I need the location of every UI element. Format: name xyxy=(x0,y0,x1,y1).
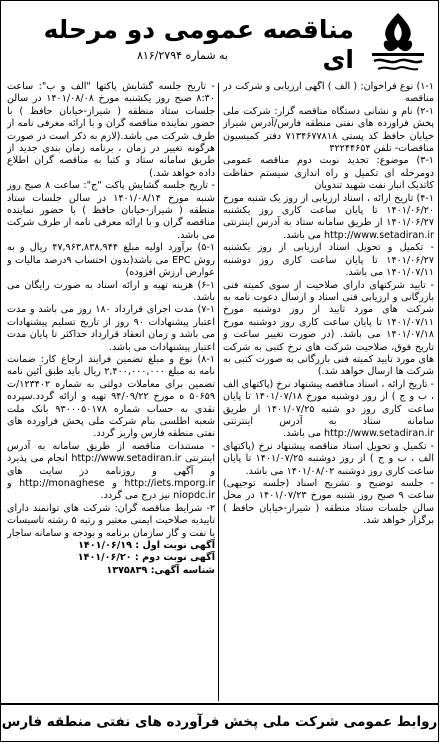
publication-dates xyxy=(7,540,215,577)
paragraph: - تاریخ جلسه گشایش پاکت "ج": ساعت ۸ صبح روز شنبه مورخ ۱۴۰۱/۰۸/۱۴ در سالن جلسات ستاد منطقه ( شیراز-خیابان حافظ ) با حضور نماینده مناقصه گران و با ارائه معرفی نامه از طرف شرکت می باشد. xyxy=(7,180,215,241)
footer: روابط عمومی شرکت ملی پخش فرآورده های نفتی منطقه فارس xyxy=(1,703,438,741)
body-columns xyxy=(5,81,436,705)
first-ad-date: آگهی نوبت اول : ۱۴۰۱/۰۶/۱۹ xyxy=(78,540,215,552)
second-ad-date: آگهی نوبت دوم : ۱۴۰۱/۰۶/۲۰ xyxy=(77,552,215,564)
paragraph: - تاریخ ارائه ، اسناد مناقصه پیشنهاد نرخ (پاکتهای الف ، ب و ج ) از روز دوشنبه مورخ ۱۴۰۱/۰۷/۱۸ تا پایان ساعت کاری روز دو شنبه ۱۴۰۱/۰۷/۲۵ از طریق سامانه ستاد به آدرس اینترنتی http://www.setadiran.ir می باشد. xyxy=(223,378,434,440)
paragraph: ۸-۱) نوع و مبلغ تضمین فرایند ارجاع کار: ضمانت نامه به مبلغ ۲,۴۰۰,۰۰۰,۰۰۰ ریال باید طبق آئین نامه تضمین برای معاملات دولتی به شماره ۱۲۳۴۰۲/ت ۵۰۶۵۹ ه مورخ ۹۴/۰۹/۲۲ تهیه و ارائه گردد.سپرده نقدی به حساب شماره ۹۳۰۰۰۵۰۱۷۸ بانک ملت شعبه اطلسی بنام شرکت ملی پخش فراورده های نفتی منطقه فارس واریز گردد. xyxy=(7,353,215,440)
right-column xyxy=(223,81,434,701)
paragraph: - جلسه توضیح و تشریح اسناد (جلسه توجیهی) ساعت ۹ صبح روز شنبه مورخ ۱۴۰۱/۰۷/۲۳ در محل سالن جلسات ستاد منطقه ( شیراز-خیابان حافظ ) برگزار خواهد شد. xyxy=(223,478,434,527)
ad-id: شناسه آگهی: ۱۳۷۵۸۳۹ xyxy=(106,564,215,576)
paragraph: ۴-۱) تاریخ ارائه ، اسناد ارزیابی از روز یک شنبه مورخ ۱۴۰۱/۰۶/۲۰ تا پایان ساعت کاری روز یکشنبه ۱۴۰۱/۰۶/۲۷ از طریق سامانه ستاد به آدرس اینترنتی http://www.setadiran.ir می باشد. xyxy=(223,192,434,241)
paragraph: - مستندات مناقصه از طریق سامانه به آدرس اینترنتی http://www.setadiran.ir انجام می پذیرد و آگهی و روزنامه در سایت های http://iets.mporg.ir و http://monaghese و niopdc.ir نیز درج می گردد. xyxy=(7,440,215,502)
notice-number: به شماره ۸۱۶/۲۷۹۴ xyxy=(136,49,228,62)
paragraph: ۵-۱) برآورد اولیه مبلغ ۴۷,۹۶۳,۸۳۸,۹۴۴ ریال و به روش EPC می باشد(بدون احتساب ۹درصد مالیات و عوارض ارزش افزوده) xyxy=(7,242,215,279)
national-iranian-oil-products-distribution-logo xyxy=(364,9,432,75)
paragraph: - تاریخ جلسه گشایش پاکتها "الف و ب": ساعت ۸:۳۰ صبح روز یکشنبه مورخ ۱۴۰۱/۰۸/۰۸ در سالن جلسات ستاد منطقه ( شیراز-خیابان حافظ ) با حضور نماینده مناقصه گران و با ارائه معرفی نامه از طرف شرکت می باشد.(لازم به ذکر است در صورت هرگونه تغییر در زمان ، برنامه زمان بندی جدید از طریق سامانه ستاد و کتبا به مناقصه گران اطلاع داده خواهد شد.) xyxy=(7,81,215,179)
paragraph: - تکمیل و تحویل اسناد مناقصه پیشنهاد نرخ (پاکتهای الف ، ب و ج ) از روز دوشنبه ۱۴۰۱/۰۷/۲۵ تا پایان ساعت کاری روز دوشنبه ۱۴۰۱/۰۸/۰۲ می باشد. xyxy=(223,440,434,477)
paragraph: ۷-۱) مدت اجرای قرارداد ۱۸۰ روز می باشد و مدت اعتبار پیشنهادات ۹۰ روز از تاریخ تسلیم پیشنهادات می باشد و زمان انعقاد قرارداد حداکثر تا پایان مدت اعتبار پیشنهادات می باشد. xyxy=(7,304,215,353)
paragraph: ۲-۱) نام و نشانی دستگاه مناقصه گزار: شرکت ملی پخش فراورده های نفتی منطقه فارس/آدرس شیراز خیابان حافظ کد پستی ۷۱۳۴۶۷۷۸۱۸ دفتر کمیسیون مناقصات- تلفن ۳۲۲۴۴۶۵۴ xyxy=(223,105,434,155)
paragraph: ۲- شرایط مناقصه گران: شرکت های توانمند دارای تاییدیه صلاحیت ایمنی معتبر و رتبه ۵ رشته تاسیسات یا نفت و گاز سازمان برنامه و بودجه و سامانه ساجار xyxy=(7,502,215,539)
paragraph: ۱-۱) نوع فراخوان: ( الف ) آگهی ارزیابی و شرکت در مناقصه xyxy=(223,81,434,105)
paragraph: - تایید شرکتهای دارای صلاحیت از سوی کمیته فنی بازرگانی و ارزیابی فنی اسناد و ارسال دعوت نامه به شرکت های مورد تایید از روز دوشنبه مورخ ۱۴۰۱/۰۷/۱۱ تا پایان ساعت کاری روز دوشنبه مورخ ۱۴۰۱/۰۷/۱۸ می باشد. (در صورت تغییر ساعت و تاریخ فوق، صلاحیت شرکت های نرخ کتبی به شرکت های مورد تایید کمیته فنی بازرگانی به صورت کتبی به شرکت ها ارسال خواهد شد.) xyxy=(223,279,434,378)
paragraph: ۶-۱) هزینه تهیه و ارائه اسناد به صورت رایگان می باشد. xyxy=(7,279,215,303)
header xyxy=(1,1,438,77)
notice-title: مناقصه عمومی دو مرحله ای xyxy=(43,15,354,74)
paragraph: - تکمیل و تحویل اسناد ارزیابی از روز یکشنبه ۱۴۰۱/۰۶/۲۷ تا پایان ساعت کاری روز دوشنبه ۱۴۰۱/۰۷/۱۱ می باشد. xyxy=(223,242,434,279)
left-column xyxy=(7,81,215,701)
paragraph: ۳-۱) موضوع: تجدید نوبت دوم مناقصه عمومی دومرحله ای تکمیل و راه اندازی سیستم حفاظت کاتدیک انبار نفت شهید تندویان xyxy=(223,155,434,192)
